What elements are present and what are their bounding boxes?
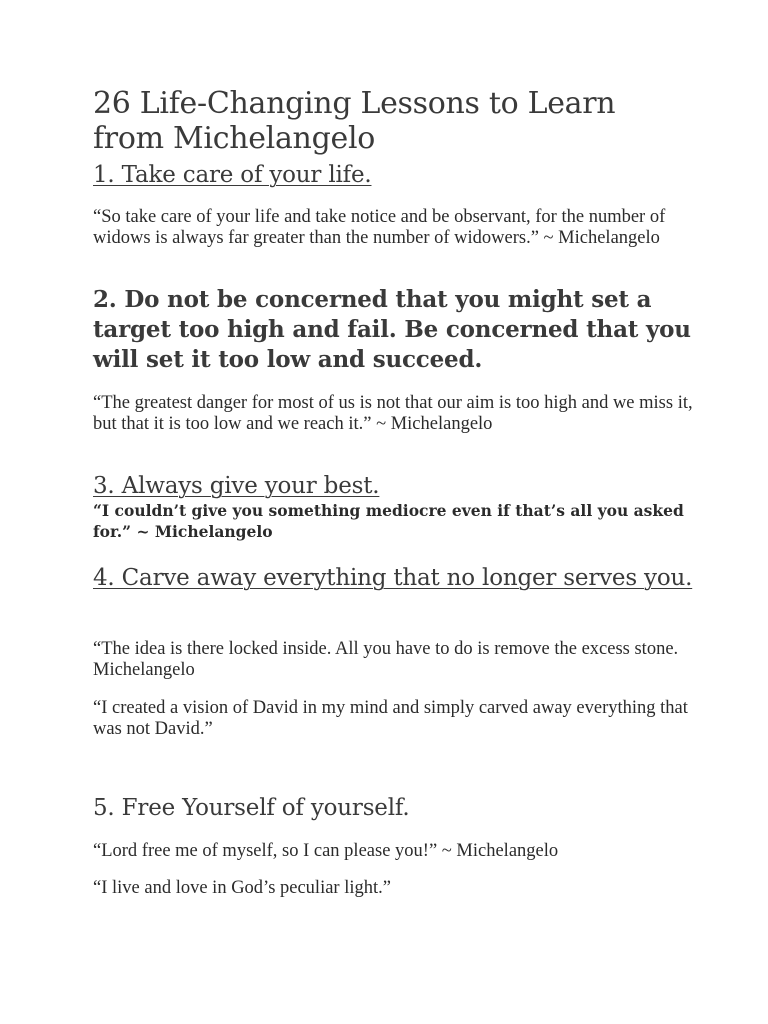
section-4-quote-1: “The idea is there locked inside. All you have to do is remove the excess stone. Michelangelo	[93, 639, 679, 680]
section-5-heading: 5. Free Yourself of yourself.	[93, 795, 410, 821]
section-5-quote-2: “I live and love in God’s peculiar light.”	[93, 878, 391, 898]
section-2-quote-1: “The greatest danger for most of us is not that our aim is too high and we miss it, but that it is too low and we reach it.” ~ Michelangelo	[93, 393, 693, 434]
section-5-quote-1: “Lord free me of myself, so I can please you!” ~ Michelangelo	[93, 841, 559, 861]
section-3-quote-1: “I couldn’t give you something mediocre even if that’s all you asked for.” ~ Michelangelo	[93, 501, 684, 541]
section-1-heading: 1. Take care of your life.	[93, 162, 372, 188]
section-4-quote-2: “I created a vision of David in my mind and simply carved away everything that was not David.”	[93, 698, 688, 739]
document-title: 26 Life-Changing Lessons to Learn from Michelangelo	[93, 86, 616, 156]
section-3-heading: 3. Always give your best.	[93, 473, 380, 499]
section-2-heading: 2. Do not be concerned that you might set a target too high and fail. Be concerned that you will set it too low and succeed.	[93, 286, 691, 373]
section-4-heading: 4. Carve away everything that no longer serves you.	[93, 565, 693, 591]
section-1-quote-1: “So take care of your life and take notice and be observant, for the number of widows is always far greater than the number of widowers.” ~ Michelangelo	[93, 207, 666, 248]
